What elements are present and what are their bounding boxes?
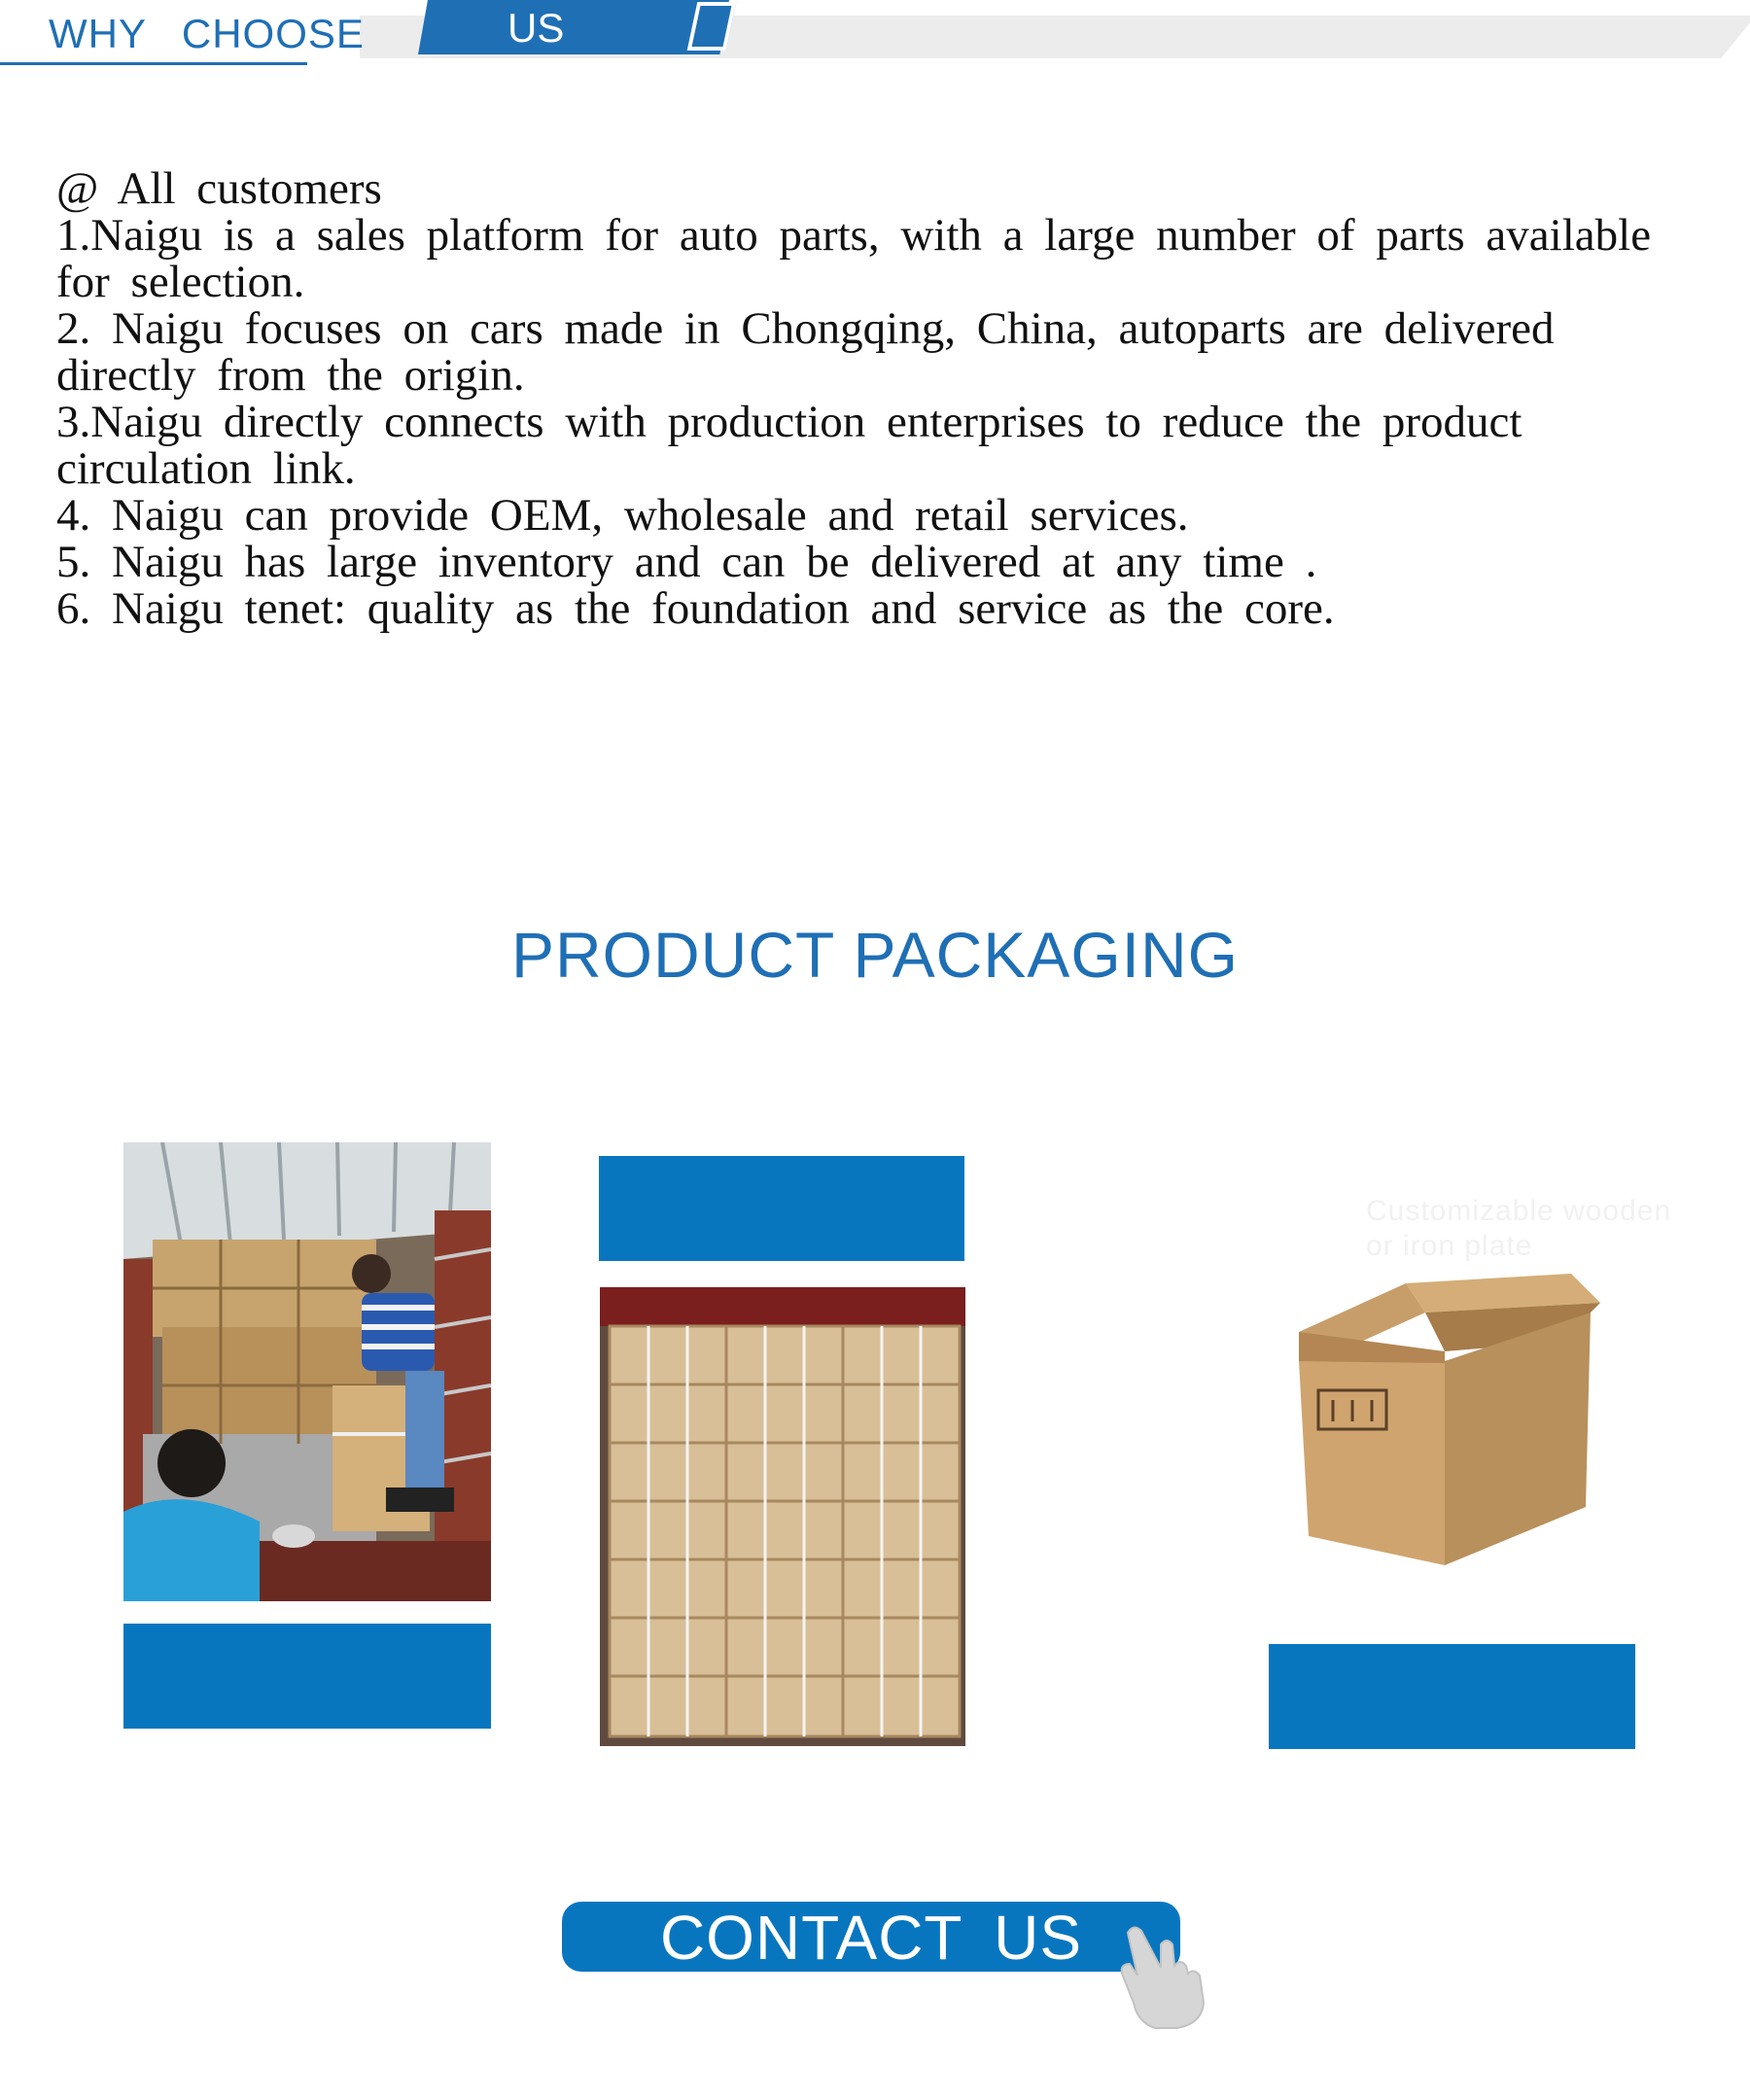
header-us-tab <box>418 0 729 54</box>
header-us: US <box>508 5 565 51</box>
packaging-title: PRODUCT PACKAGING <box>511 919 1239 991</box>
packaging-faint-caption: Customizable wooden or iron plate <box>1366 1195 1672 1262</box>
packaging-caption-block <box>123 1624 491 1729</box>
contact-us-label: CONTACT US <box>659 1903 1083 1973</box>
packaging-photo-loading <box>123 1142 491 1601</box>
contact-us-button[interactable] <box>562 1902 1180 1972</box>
cardboard-box-icon <box>1279 1254 1629 1585</box>
intro-line: @ All customers <box>56 163 382 214</box>
packaging-caption-block <box>599 1156 964 1261</box>
packaging-caption-block <box>1269 1644 1635 1749</box>
intro-line: 5. Naigu has large inventory and can be delivered at any time . <box>56 537 1317 587</box>
intro-line: 4. Naigu can provide OEM, wholesale and retail services. <box>56 490 1189 541</box>
intro-line: 6. Naigu tenet: quality as the foundation and service as the core. <box>56 583 1335 634</box>
intro-text <box>56 165 1670 632</box>
hand-pointer-icon <box>1108 1915 1225 2032</box>
intro-line: 1.Naigu is a sales platform for auto parts, with a large number of parts available for selection. <box>56 210 1672 307</box>
header-why-choose: WHY CHOOSE <box>49 11 365 56</box>
intro-line: 2. Naigu focuses on cars made in Chongqing, China, autoparts are delivered directly from the origin. <box>56 303 1576 401</box>
intro-line: 3.Naigu directly connects with production enterprises to reduce the product circulation link. <box>56 397 1544 494</box>
packaging-photo-boxes <box>600 1287 965 1746</box>
header-underline <box>0 62 307 65</box>
